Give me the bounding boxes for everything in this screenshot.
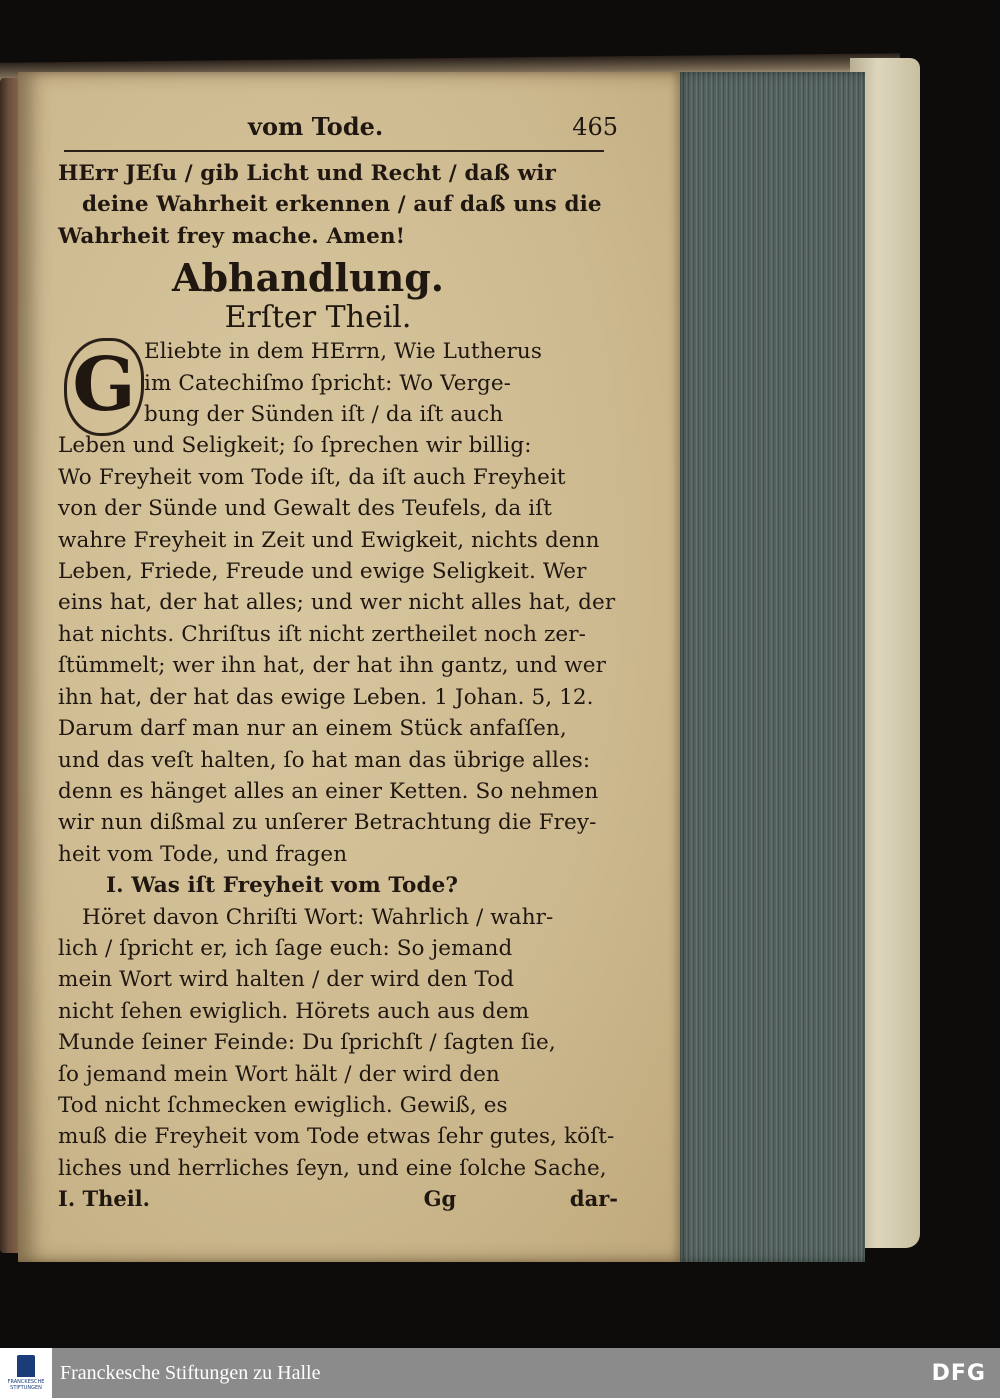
text-line: Wahrheit frey mache. Amen! bbox=[58, 223, 406, 249]
dfg-logo[interactable]: DFG bbox=[931, 1360, 986, 1386]
text-line: HErr JEſu / gib Licht und Recht / daß wir bbox=[58, 161, 556, 186]
text-line: hat nichts. Chriſtus iſt nicht zertheilet noch zer- bbox=[58, 621, 586, 647]
page-text bbox=[58, 112, 618, 1211]
question-heading: I. Was iſt Freyheit vom Tode? bbox=[106, 873, 459, 899]
page-header bbox=[58, 112, 618, 148]
text-line: von der Sünde und Gewalt des Teufels, da iſt bbox=[58, 496, 553, 522]
page-number: 465 bbox=[572, 113, 618, 141]
text-line: ſo jemand mein Wort hält / der wird den bbox=[58, 1061, 500, 1087]
signature-mark: Gg bbox=[423, 1186, 457, 1212]
text-line: Wo Freyheit vom Tode iſt, da iſt auch Freyheit bbox=[58, 464, 566, 490]
text-line: Darum darf man nur an einem Stück anfaſſen, bbox=[58, 716, 567, 742]
institution-logo[interactable] bbox=[0, 1348, 52, 1398]
text-line: heit vom Tode, und fragen bbox=[58, 841, 348, 867]
text-line: deine Wahrheit erkennen / auf daß uns die bbox=[82, 192, 602, 218]
text-line: liches und herrliches ſeyn, und eine ſolche Sache, bbox=[58, 1155, 607, 1181]
signature-part: I. Theil. bbox=[58, 1186, 150, 1212]
text-line: wir nun dißmal zu unſerer Betrachtung die Frey- bbox=[58, 810, 597, 836]
text-line: und das veſt halten, ſo hat man das übrige alles: bbox=[58, 747, 591, 773]
catchword: dar- bbox=[569, 1186, 618, 1212]
section-title: Abhandlung. bbox=[172, 255, 444, 301]
text-line: lich / ſpricht er, ich ſage euch: So jemand bbox=[58, 935, 513, 961]
text-line: ihn hat, der hat das ewige Leben. 1 Johan. 5, 12. bbox=[58, 684, 594, 710]
text-line: mein Wort wird halten / der wird den Tod bbox=[58, 967, 515, 993]
text-line: Tod nicht ſchmecken ewiglich. Gewiß, es bbox=[58, 1092, 508, 1118]
logo-text: FRANCKESCHE STIFTUNGEN bbox=[7, 1379, 45, 1391]
text-line: muß die Freyheit vom Tode etwas ſehr gutes, köſt- bbox=[58, 1124, 615, 1150]
text-line: ſtümmelt; wer ihn hat, der hat ihn gantz, und wer bbox=[58, 653, 606, 679]
page-block-edge bbox=[675, 72, 865, 1262]
text-line: nicht ſehen ewiglich. Hörets auch aus dem bbox=[58, 998, 530, 1024]
header-rule bbox=[64, 150, 604, 152]
text-line: bung der Sünden iſt / da iſt auch bbox=[144, 402, 504, 428]
dropcap-paragraph bbox=[58, 336, 618, 430]
footer-bar bbox=[0, 1348, 1000, 1398]
text-line: denn es hänget alles an einer Ketten. So nehmen bbox=[58, 778, 599, 804]
text-line: Leben und Seligkeit; ſo ſprechen wir billig: bbox=[58, 433, 532, 459]
text-line: Eliebte in dem HErrn, Wie Lutherus bbox=[144, 339, 542, 365]
decorated-initial: G bbox=[64, 338, 144, 436]
text-line: eins hat, der hat alles; und wer nicht alles hat, der bbox=[58, 590, 616, 616]
building-icon bbox=[17, 1355, 35, 1377]
institution-name[interactable]: Franckesche Stiftungen zu Halle bbox=[60, 1361, 321, 1384]
text-line: im Catechiſmo ſpricht: Wo Verge- bbox=[144, 370, 512, 396]
running-head: vom Tode. bbox=[248, 112, 384, 141]
text-line: Höret davon Chriſti Wort: Wahrlich / wahr- bbox=[82, 904, 554, 930]
text-line: wahre Freyheit in Zeit und Ewigkeit, nichts denn bbox=[58, 527, 600, 553]
book-page bbox=[18, 72, 680, 1262]
text-line: Munde ſeiner Feinde: Du ſprichſt / ſagten ſie, bbox=[58, 1030, 556, 1056]
text-line: Leben, Friede, Freude und ewige Seligkeit. Wer bbox=[58, 559, 587, 585]
signature-line bbox=[58, 1186, 618, 1211]
section-subtitle: Erſter Theil. bbox=[224, 300, 412, 336]
